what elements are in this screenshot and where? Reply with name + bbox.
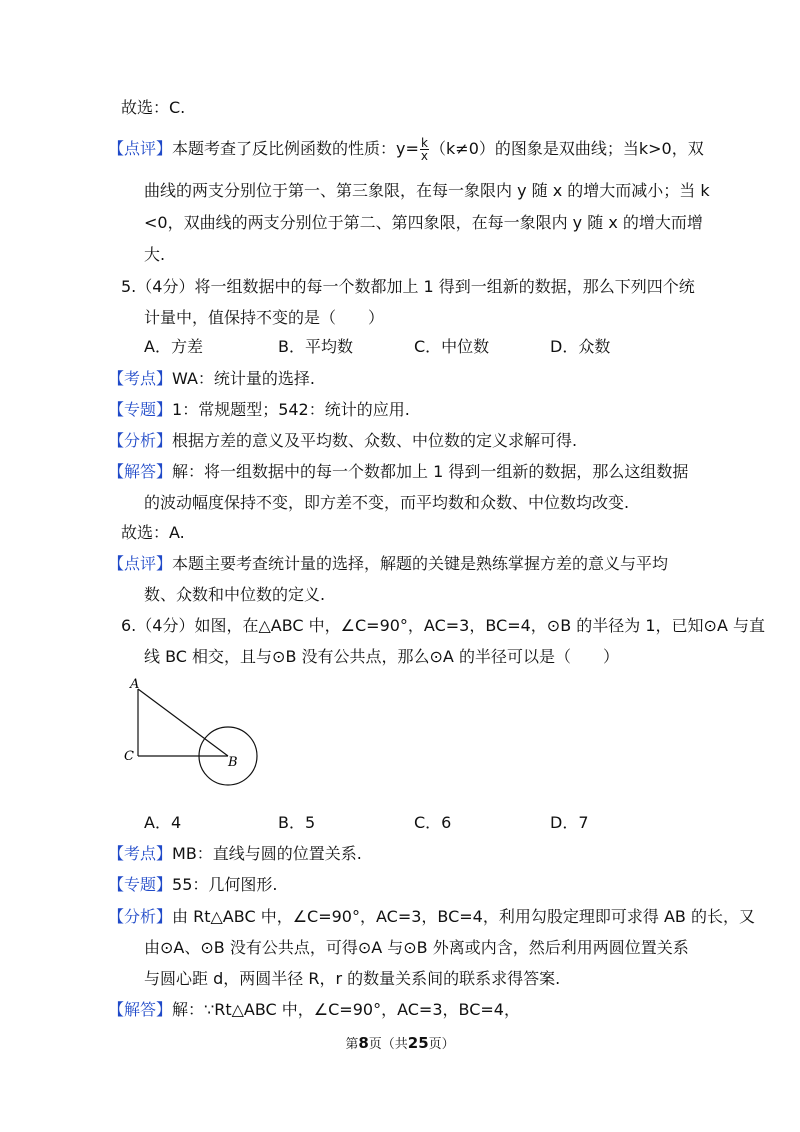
option-d: D．众数 xyxy=(550,337,611,356)
text-line: <0，双曲线的两支分别位于第二、第四象限，在每一象限内 y 随 x 的增大而增 xyxy=(144,213,703,232)
jieda-tag: 【解答】 xyxy=(108,1000,173,1019)
fenxi-tag: 【分析】 xyxy=(108,907,173,926)
text-line: 故选：C. xyxy=(121,98,186,117)
fenxi-line xyxy=(108,906,755,928)
text-line: 数、众数和中位数的定义. xyxy=(144,585,326,604)
label-a: A xyxy=(130,677,140,692)
label-b: B xyxy=(228,755,238,770)
text-span: 1：常规题型；542：统计的应用. xyxy=(172,400,410,419)
option-d: D．7 xyxy=(550,813,589,832)
option-b: B．5 xyxy=(278,813,316,832)
dianping-line xyxy=(108,553,668,575)
kaodian-tag: 【考点】 xyxy=(108,844,173,863)
question-line: 计量中，值保持不变的是（ ） xyxy=(144,308,385,327)
label-c: C xyxy=(124,749,134,764)
text-span: 解：将一组数据中的每一个数都加上 1 得到一组新的数据，那么这组数据 xyxy=(172,462,689,481)
question-line: 5.（4分）将一组数据中的每一个数都加上 1 得到一组新的数据，那么下列四个统 xyxy=(121,277,695,296)
zhuanti-line xyxy=(108,399,410,421)
option-c: C．6 xyxy=(414,813,452,832)
footer-text: 页（共 xyxy=(368,1037,408,1052)
question-line: 6.（4分）如图，在△ABC 中，∠C=90°，AC=3，BC=4，⊙B 的半径为 1，已知⊙A 与直 xyxy=(121,616,765,635)
text-line: 由⊙A、⊙B 没有公共点，可得⊙A 与⊙B 外离或内含，然后利用两圆位置关系 xyxy=(144,938,689,957)
text-span: 根据方差的意义及平均数、众数、中位数的定义求解可得. xyxy=(172,431,578,450)
text-line: 大. xyxy=(144,245,166,264)
fraction xyxy=(420,137,429,162)
kaodian-tag: 【考点】 xyxy=(108,369,173,388)
jieda-tag: 【解答】 xyxy=(108,462,173,481)
text-span: WA：统计量的选择. xyxy=(172,369,315,388)
option-c: C．中位数 xyxy=(414,337,490,356)
triangle-circle-figure xyxy=(118,672,268,790)
fraction-denominator: x xyxy=(420,149,429,163)
text-span: 55：几何图形. xyxy=(172,875,278,894)
fenxi-tag: 【分析】 xyxy=(108,431,173,450)
page-total: 25 xyxy=(407,1034,429,1052)
text-line: 与圆心距 d，两圆半径 R，r 的数量关系间的联系求得答案. xyxy=(144,969,561,988)
segment-ab xyxy=(138,689,228,756)
text-span: 由 Rt△ABC 中，∠C=90°，AC=3，BC=4，利用勾股定理即可求得 AB 的长，又 xyxy=(172,907,755,926)
zhuanti-tag: 【专题】 xyxy=(108,875,173,894)
text-span: 解：∵Rt△ABC 中，∠C=90°，AC=3，BC=4， xyxy=(172,1000,520,1019)
text-line: 曲线的两支分别位于第一、第三象限，在每一象限内 y 随 x 的增大而减小；当 k xyxy=(144,181,710,200)
footer-text: 第 xyxy=(345,1037,359,1052)
option-a: A．4 xyxy=(144,813,182,832)
fraction-numerator: k xyxy=(420,136,428,150)
dianping-tag: 【点评】 xyxy=(108,554,173,573)
text-span: （k≠0）的图象是双曲线；当k>0，双 xyxy=(430,139,704,158)
kaodian-line xyxy=(108,843,362,865)
comment-line xyxy=(108,137,704,162)
question-line: 线 BC 相交，且与⊙B 没有公共点，那么⊙A 的半径可以是（ ） xyxy=(144,647,619,666)
fenxi-line xyxy=(108,430,577,452)
jieda-line xyxy=(108,999,520,1021)
jieda-line xyxy=(108,461,688,483)
text-span: 本题考查了反比例函数的性质：y= xyxy=(172,139,419,158)
kaodian-line xyxy=(108,368,315,390)
option-a: A．方差 xyxy=(144,337,203,356)
page-footer xyxy=(0,1033,800,1052)
zhuanti-tag: 【专题】 xyxy=(108,400,173,419)
footer-text: 页） xyxy=(428,1037,455,1052)
option-b: B．平均数 xyxy=(278,337,353,356)
comment-tag: 【点评】 xyxy=(108,139,173,158)
page-number: 8 xyxy=(358,1034,369,1052)
text-line: 故选：A. xyxy=(121,523,185,542)
text-line: 的波动幅度保持不变，即方差不变，而平均数和众数、中位数均改变. xyxy=(144,493,630,512)
text-span: MB：直线与圆的位置关系. xyxy=(172,844,362,863)
zhuanti-line xyxy=(108,874,277,896)
text-span: 本题主要考查统计量的选择，解题的关键是熟练掌握方差的意义与平均 xyxy=(172,554,669,573)
